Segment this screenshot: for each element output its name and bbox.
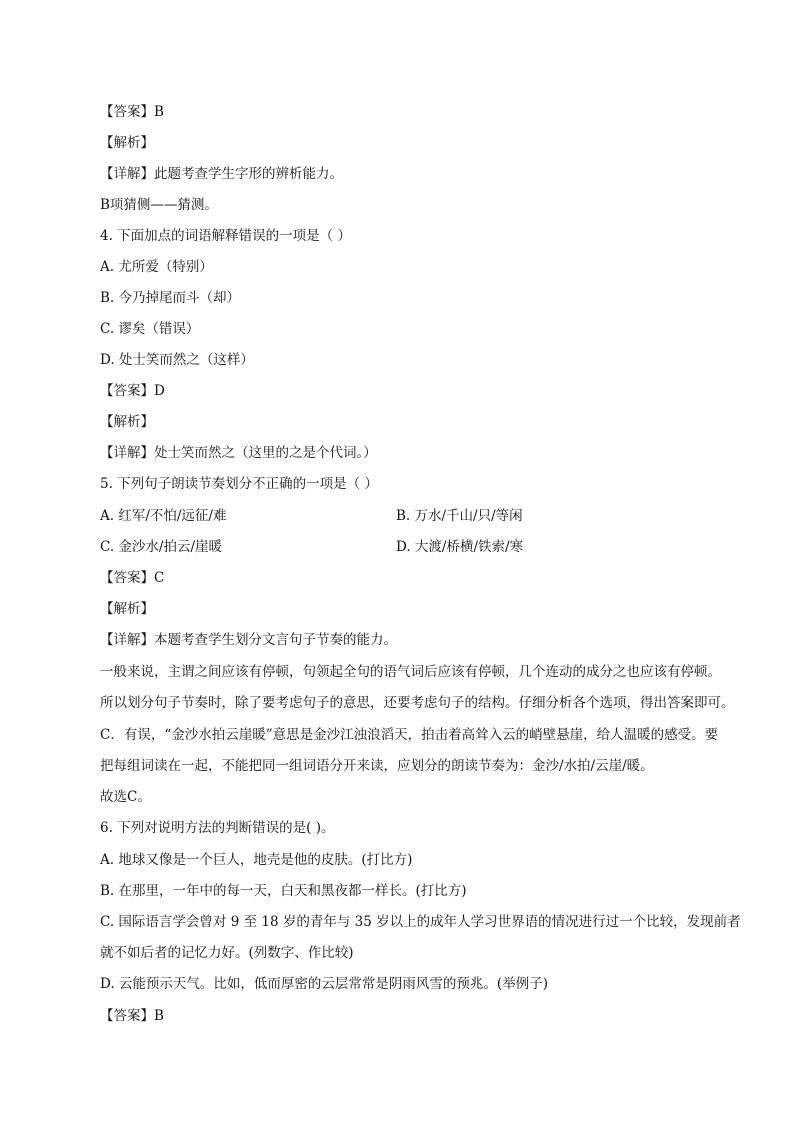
question-5-detail-line-6: 故选C。 <box>100 789 151 805</box>
analysis-label: 【解析】 <box>100 135 154 151</box>
question-6-option-c-continued: 就不如后者的记忆力好。(列数字、作比较) <box>100 945 354 961</box>
question-5-detail-line-1: 【详解】本题考查学生划分文言句子节奏的能力。 <box>100 632 397 648</box>
question-6-answer: 【答案】B <box>100 1008 164 1024</box>
question-5-option-d: D. 大渡/桥横/铁索/寒 <box>396 539 524 555</box>
question-4-option-a: A. 尤所爱（特别） <box>100 259 213 275</box>
question-6-option-b: B. 在那里，一年中的每一天，白天和黑夜都一样长。(打比方) <box>100 883 467 899</box>
question-6-option-d: D. 云能预示天气。比如，低而厚密的云层常常是阴雨风雪的预兆。(举例子) <box>100 976 548 992</box>
question-4-detail: 【详解】处士笑而然之（这里的之是个代词。） <box>100 445 377 461</box>
answer-label: 【答案】B <box>100 104 164 120</box>
question-4-analysis: 【解析】 <box>100 414 154 430</box>
question-5-stem: 5. 下列句子朗读节奏划分不正确的一项是（ ） <box>100 476 378 492</box>
question-5-detail-line-5: 把每组词读在一起，不能把同一组词语分开来读，应划分的朗读节奏为：金沙/水拍/云崖/暖。 <box>100 758 654 774</box>
question-4-answer: 【答案】D <box>100 383 165 399</box>
question-4-option-d: D. 处士笑而然之（这样） <box>100 352 254 368</box>
question-4-stem: 4. 下面加点的词语解释错误的一项是（ ） <box>100 228 351 244</box>
question-5-analysis: 【解析】 <box>100 601 154 617</box>
question-5-option-b: B. 万水/千山/只/等闲 <box>396 508 523 524</box>
question-5-detail-line-3: 所以划分句子节奏时，除了要考虑句子的意思，还要考虑句子的结构。仔细分析各个选项，得出答案即可。 <box>100 695 735 711</box>
question-5-option-a: A. 红军/不怕/远征/难 <box>100 508 227 524</box>
question-5-detail-line-2: 一般来说，主谓之间应该有停顿，句领起全句的语气词后应该有停顿，几个连动的成分之也应该有停顿。 <box>100 664 721 680</box>
question-5-detail-line-4: C．有误，“金沙水拍云崖暖”意思是金沙江浊浪滔天，拍击着高耸入云的峭壁悬崖，给人温暖的感受。要 <box>100 727 719 743</box>
question-5-options-row-2 <box>100 538 740 556</box>
question-5-options-row-1 <box>100 507 740 525</box>
detail-text: 【详解】此题考查学生字形的辨析能力。 <box>100 166 343 182</box>
question-5-answer: 【答案】C <box>100 570 165 586</box>
question-5-option-c: C. 金沙水/拍云/崖暖 <box>100 539 223 555</box>
question-4-option-c: C. 谬矣（错误） <box>100 321 200 337</box>
detail-note: B项猜侧——猜测。 <box>100 197 218 213</box>
question-6-stem: 6. 下列对说明方法的判断错误的是( )。 <box>100 820 335 836</box>
question-4-option-b: B. 今乃掉尾而斗（却） <box>100 290 241 306</box>
question-6-option-a: A. 地球又像是一个巨人，地壳是他的皮肤。(打比方) <box>100 852 413 868</box>
question-6-option-c: C. 国际语言学会曾对 9 至 18 岁的青年与 35 岁以上的成年人学习世界语的情况进行过一个比较，发现前者 <box>100 914 741 930</box>
